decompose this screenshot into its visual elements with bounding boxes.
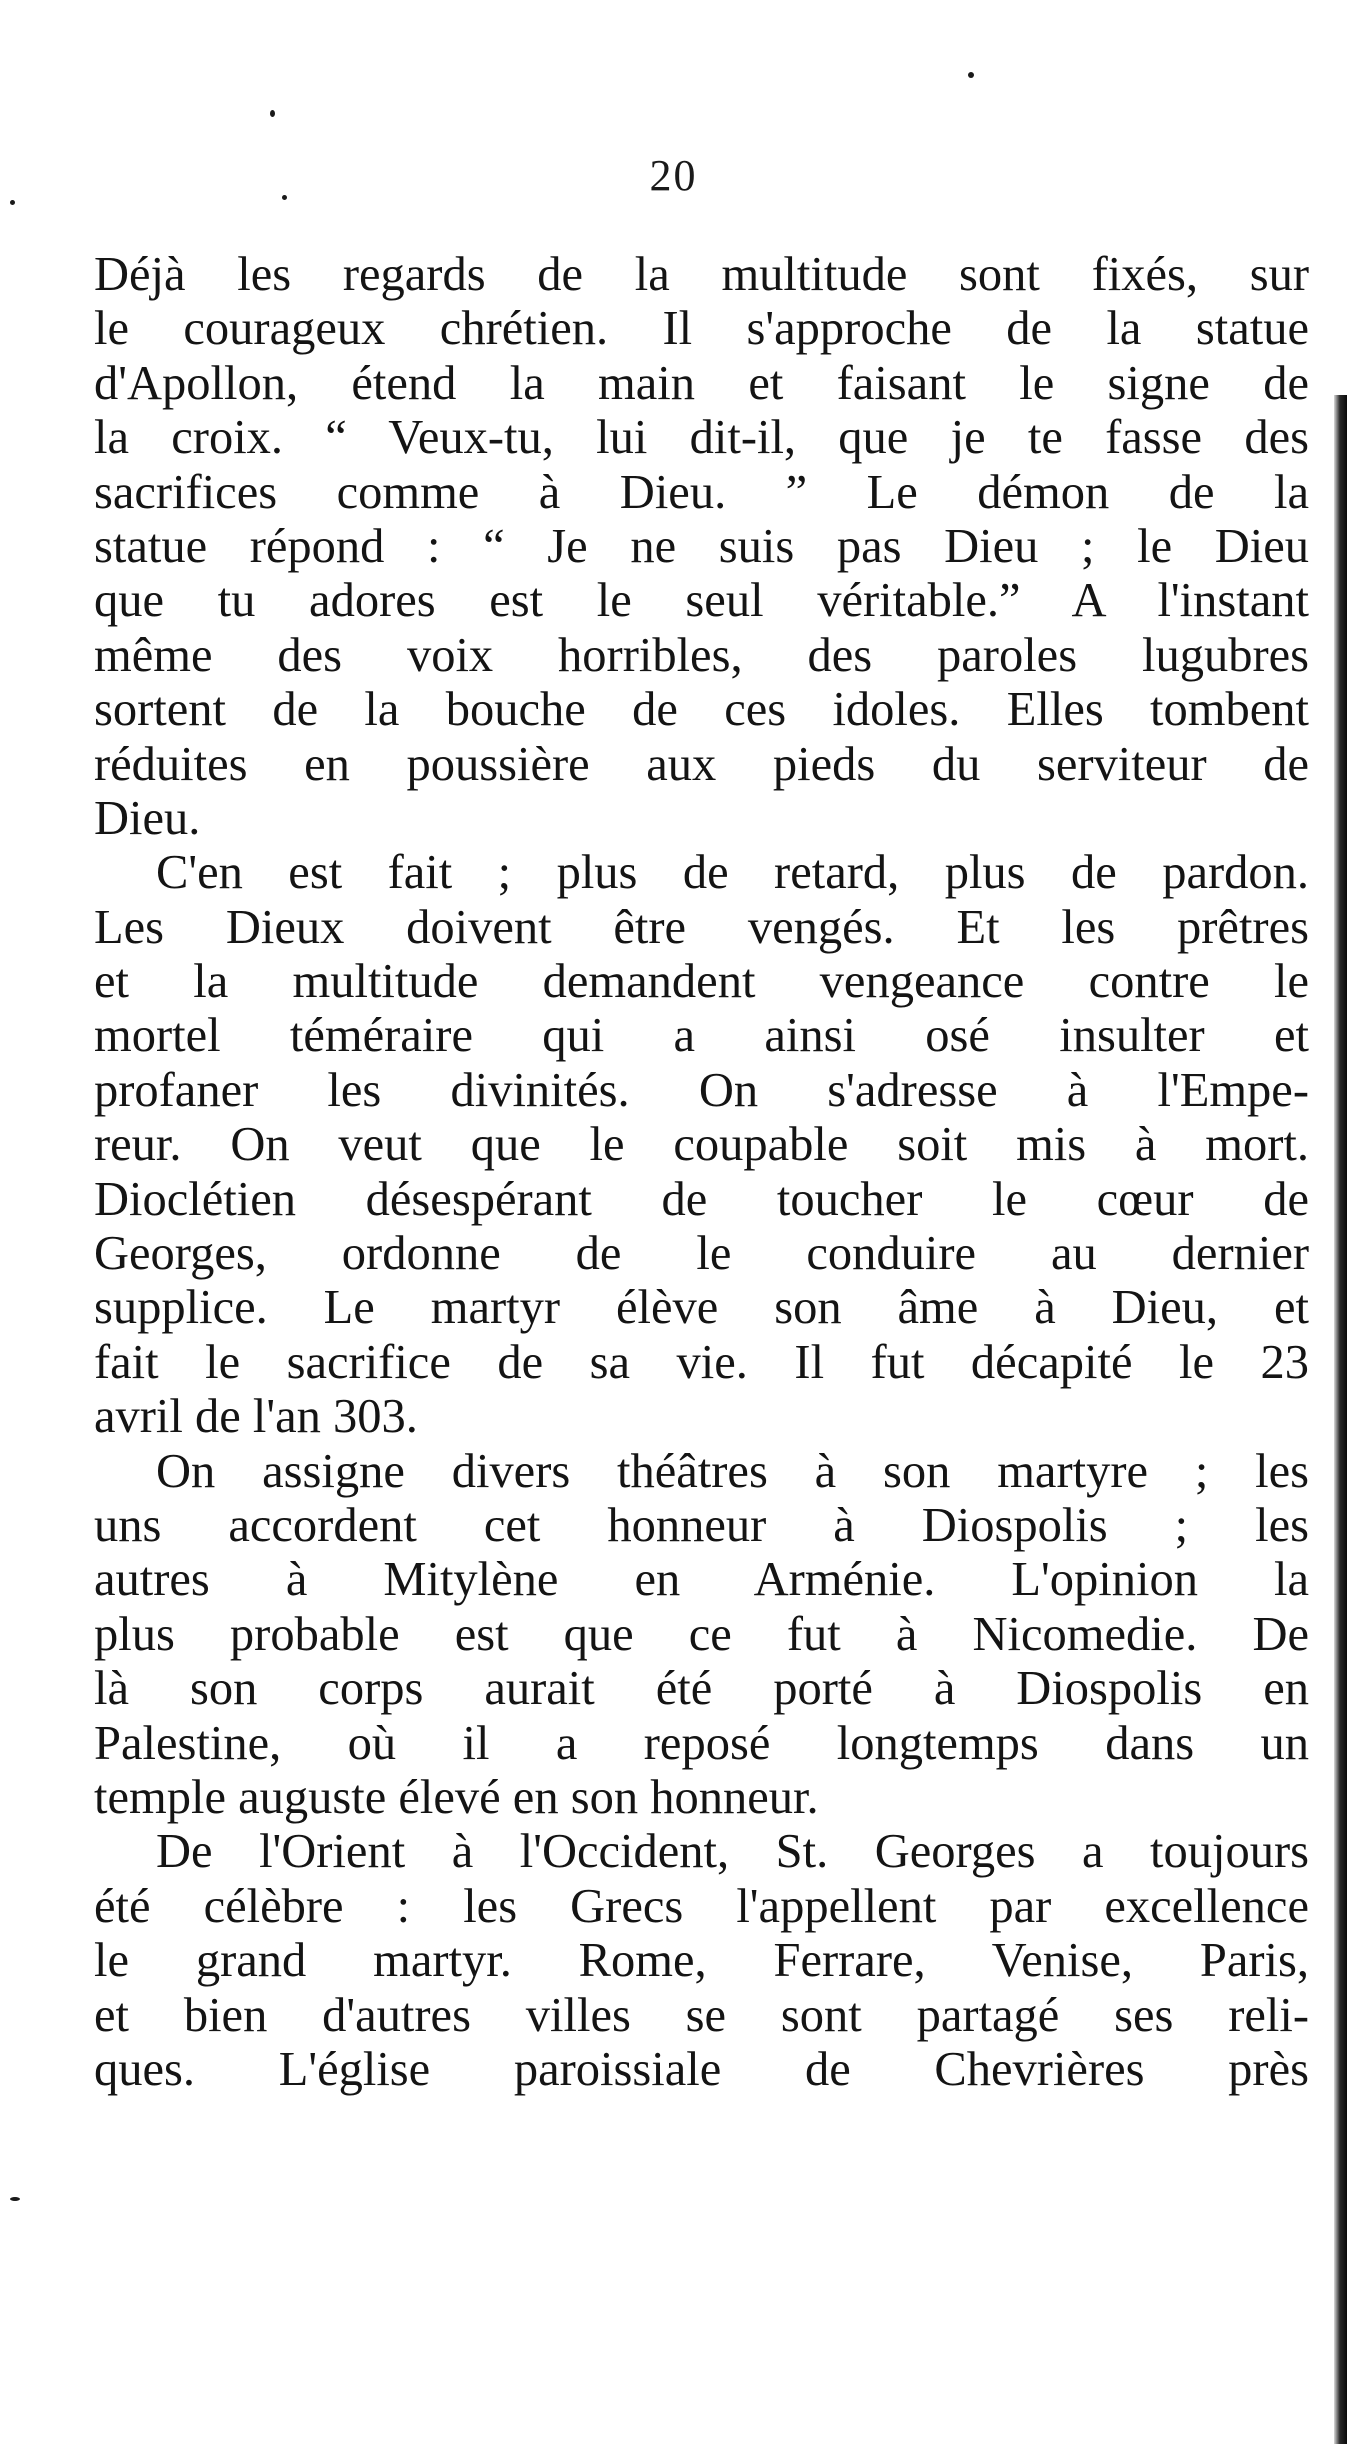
text-line: statue répond : “ Je ne suis pas Dieu ; le Dieu bbox=[94, 519, 1309, 573]
text-line: reur. On veut que le coupable soit mis à mort. bbox=[94, 1118, 1309, 1172]
text-line: le grand martyr. Rome, Ferrare, Venise, Paris, bbox=[94, 1934, 1309, 1988]
scan-speck bbox=[10, 2197, 20, 2201]
text-line: fait le sacrifice de sa vie. Il fut décapité le 23 bbox=[94, 1335, 1309, 1389]
text-line: réduites en poussière aux pieds du serviteur de bbox=[94, 737, 1309, 791]
text-line: mortel téméraire qui a ainsi osé insulter et bbox=[94, 1009, 1309, 1063]
page-number: 20 bbox=[649, 151, 698, 200]
text-line: le courageux chrétien. Il s'approche de la statue bbox=[94, 302, 1309, 356]
text-line: été célèbre : les Grecs l'appellent par excellence bbox=[94, 1879, 1309, 1933]
text-line: sortent de la bouche de ces idoles. Elles tombent bbox=[94, 683, 1309, 737]
text-line: que tu adores est le seul véritable.” A l'instant bbox=[94, 574, 1309, 628]
text-line: même des voix horribles, des paroles lugubres bbox=[94, 628, 1309, 682]
text-line: temple auguste élevé en son honneur. bbox=[94, 1770, 819, 1824]
text-line: sacrifices comme à Dieu. ” Le démon de la bbox=[94, 465, 1309, 519]
text-line: d'Apollon, étend la main et faisant le signe de bbox=[94, 356, 1309, 410]
scan-speck bbox=[282, 195, 287, 200]
text-line: profaner les divinités. On s'adresse à l'Empe- bbox=[94, 1063, 1309, 1117]
text-line: ques. L'église paroissiale de Chevrières près bbox=[94, 2042, 1309, 2096]
text-line: Les Dieux doivent être vengés. Et les prêtres bbox=[94, 900, 1309, 954]
body-text bbox=[94, 248, 1309, 2097]
text-line: plus probable est que ce fut à Nicomedie. De bbox=[94, 1607, 1309, 1661]
text-line: Dieu. bbox=[94, 791, 201, 845]
text-line: C'en est fait ; plus de retard, plus de pardon. bbox=[156, 846, 1309, 900]
text-line: Georges, ordonne de le conduire au dernier bbox=[94, 1227, 1309, 1281]
text-line: autres à Mitylène en Arménie. L'opinion la bbox=[94, 1553, 1309, 1607]
scan-speck bbox=[968, 72, 974, 78]
text-line: la croix. “ Veux-tu, lui dit-il, que je te fasse des bbox=[94, 411, 1309, 465]
text-line: et la multitude demandent vengeance contre le bbox=[94, 955, 1309, 1009]
text-line: avril de l'an 303. bbox=[94, 1390, 418, 1444]
text-line: et bien d'autres villes se sont partagé ses reli- bbox=[94, 1988, 1309, 2042]
text-line: supplice. Le martyr élève son âme à Dieu, et bbox=[94, 1281, 1309, 1335]
scan-speck bbox=[270, 110, 275, 117]
text-line: uns accordent cet honneur à Diospolis ; les bbox=[94, 1498, 1309, 1552]
text-line: Dioclétien désespérant de toucher le cœur de bbox=[94, 1172, 1309, 1226]
text-line: là son corps aurait été porté à Diospolis en bbox=[94, 1662, 1309, 1716]
scan-speck bbox=[10, 200, 15, 205]
page-edge-shadow bbox=[1334, 395, 1347, 2444]
text-line: De l'Orient à l'Occident, St. Georges a toujours bbox=[156, 1825, 1309, 1879]
text-line: On assigne divers théâtres à son martyre ; les bbox=[156, 1444, 1309, 1498]
text-line: Palestine, où il a reposé longtemps dans un bbox=[94, 1716, 1309, 1770]
text-line: Déjà les regards de la multitude sont fixés, sur bbox=[94, 248, 1309, 301]
